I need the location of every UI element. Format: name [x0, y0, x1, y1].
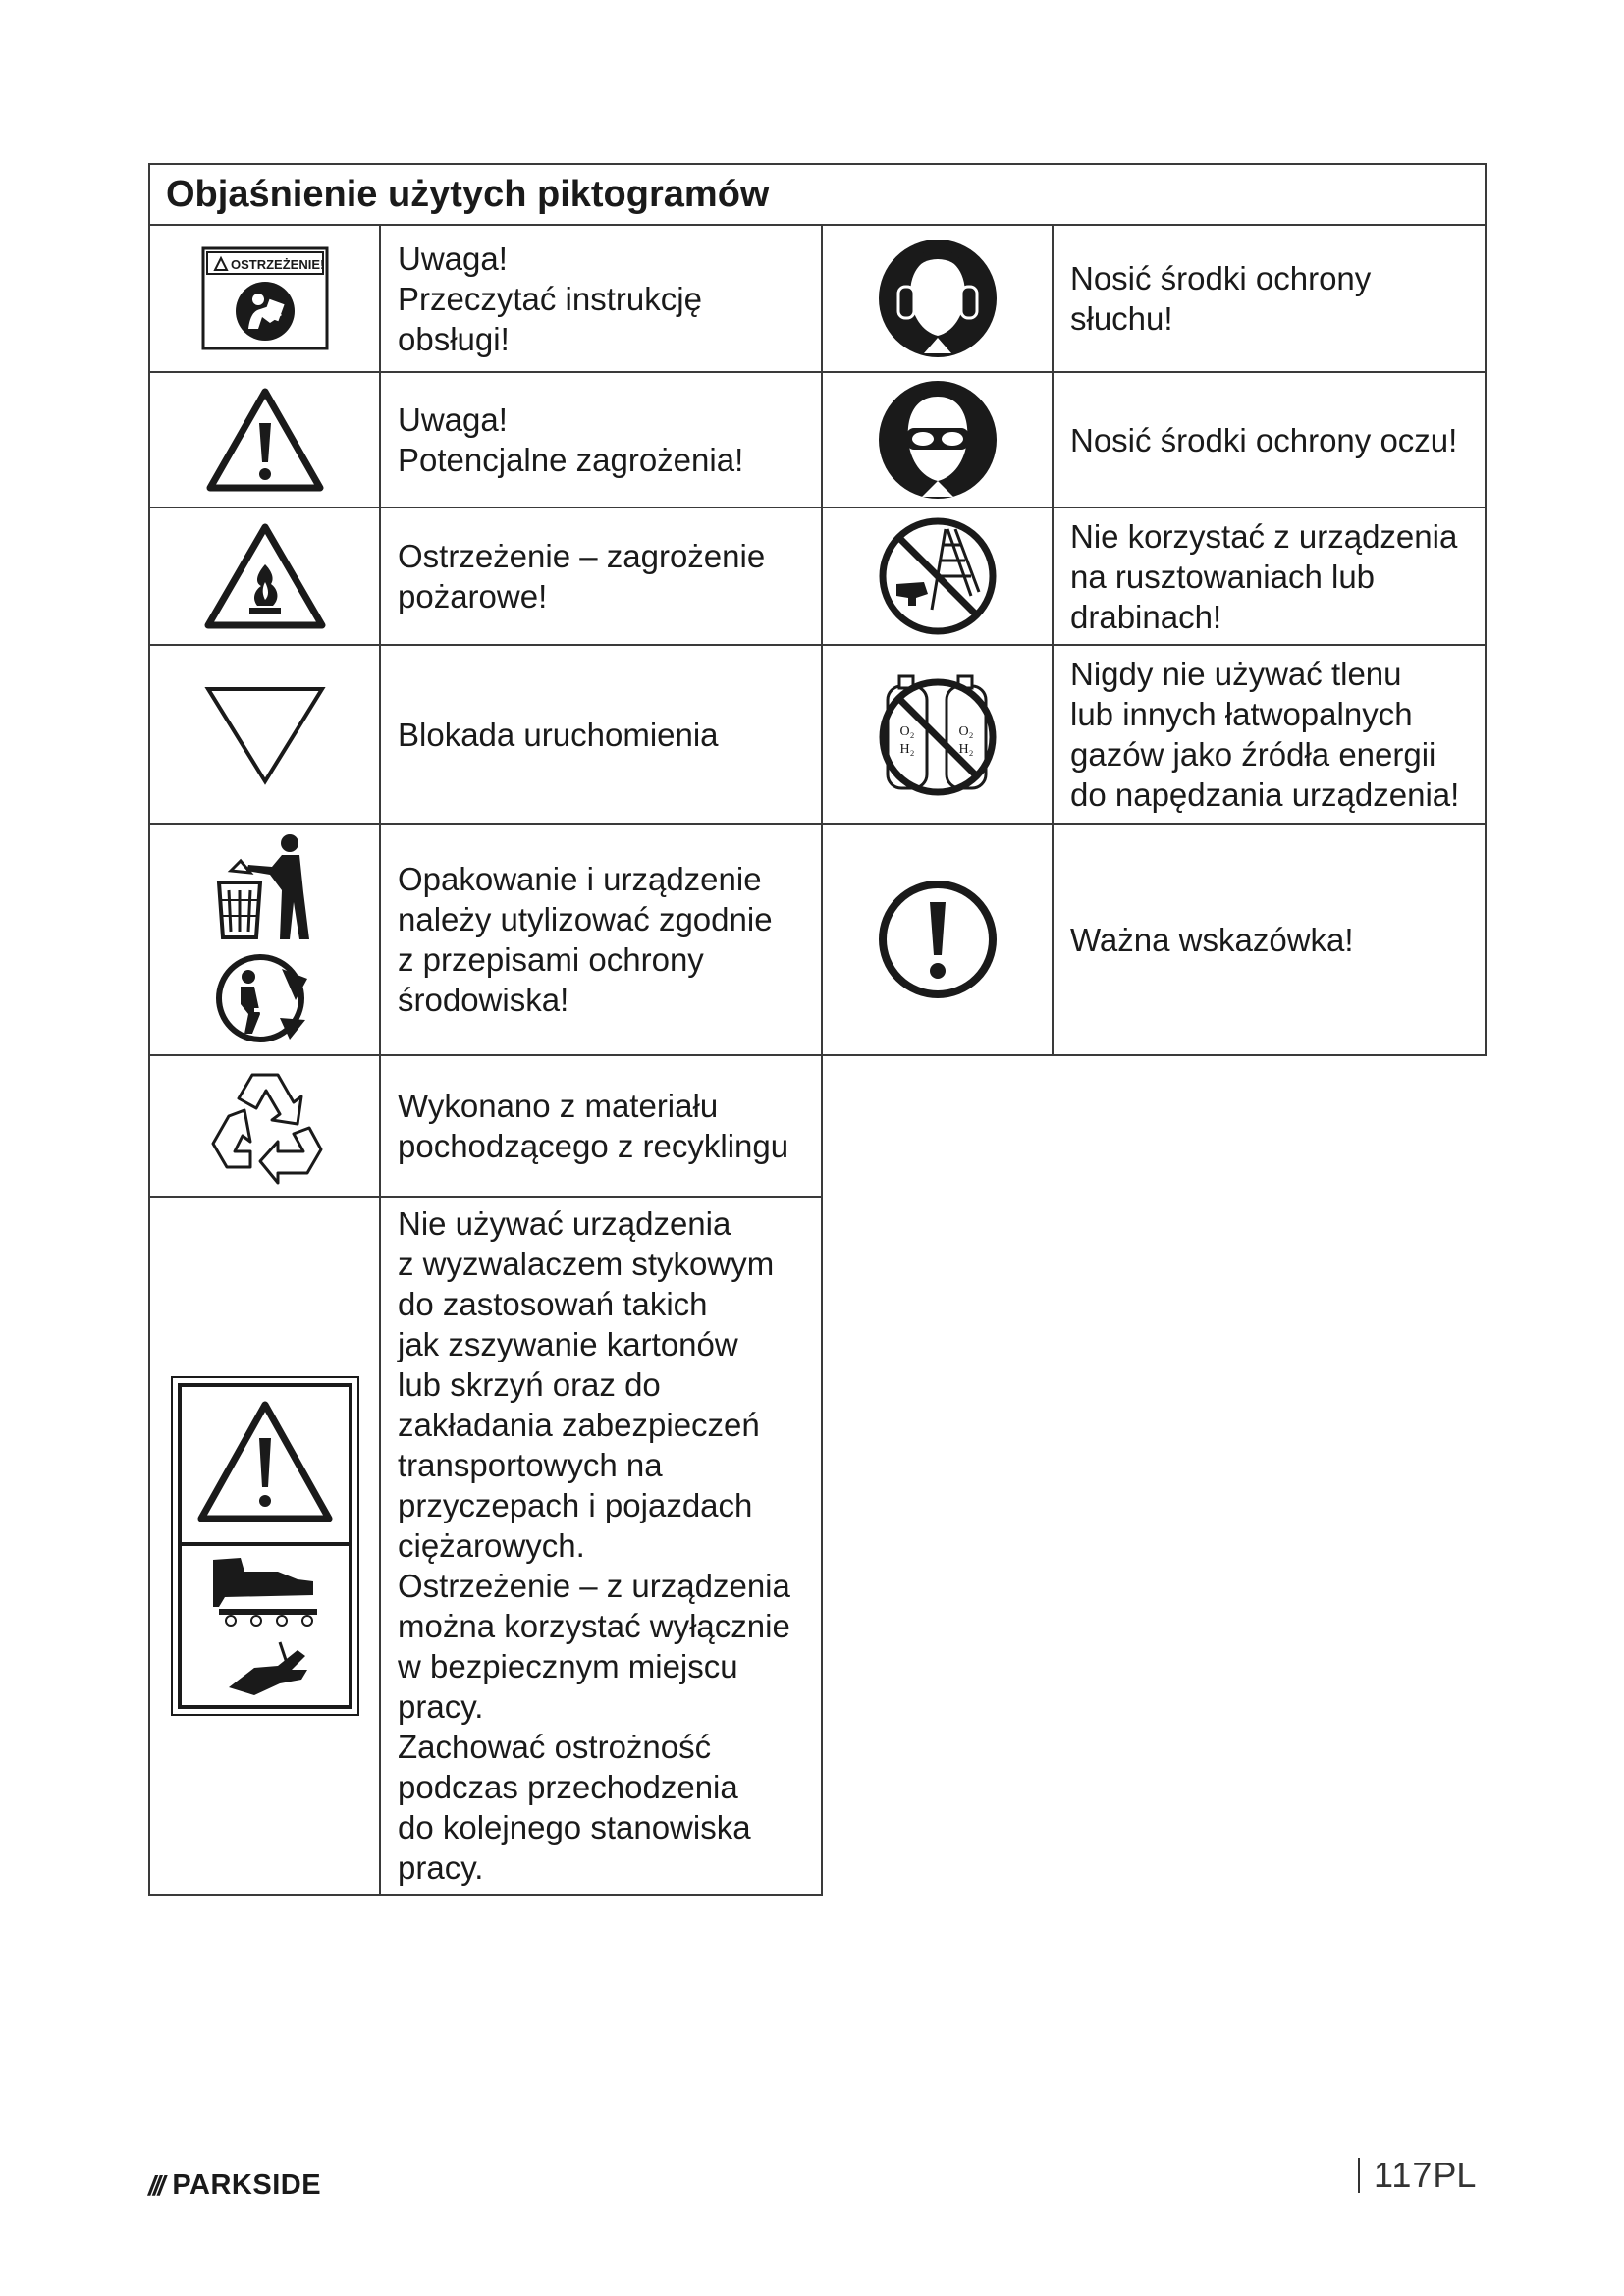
text-cell-fire [379, 507, 823, 646]
icon-cell-trigger-lock [148, 644, 381, 825]
pictogram-description: Nosić środki ochrony oczu! [1070, 421, 1458, 458]
pictogram-description: Wykonano z materiału pochodzącego z recyklingu [398, 1088, 789, 1164]
text-cell-important [1052, 823, 1487, 1056]
icon-cell-no-gas [821, 644, 1054, 825]
pictogram-description: Ważna wskazówka! [1070, 921, 1354, 958]
read-manual-label: OSTRZEŻENIE! [230, 257, 324, 272]
section-title: Objaśnienie użytych piktogramów [166, 173, 770, 215]
fire-hazard-icon [202, 521, 328, 631]
pictogram-description: Nie używać urządzenia z wyzwalaczem stykowym do zastosowań takich jak zszywanie kartonów lub skrzyń oraz do zakładania zabezpieczeń transportowych na przyczepach i pojazdach ciężarowych. Ostrzeżenie – z urządzenia można korzystać wyłącznie w bezpiecznym miejscu pracy. Zachować ostrożność podczas przechodzenia do kolejnego stanowiska pracy. [398, 1205, 790, 1886]
read-manual-warning-icon [201, 246, 329, 350]
text-cell-recycled [379, 1054, 823, 1198]
important-note-icon [877, 879, 999, 1000]
gas-label-left-h2: H₂ [899, 742, 914, 757]
brand-name: PARKSIDE [172, 2169, 322, 2201]
icon-cell-fire [148, 507, 381, 646]
pictogram-description: Opakowanie i urządzenie należy utylizować zgodnie z przepisami ochrony środowiska! [398, 861, 773, 1018]
brand-slashes: /// [148, 2169, 163, 2201]
no-oxygen-gas-icon [874, 670, 1001, 798]
language-code [1433, 2155, 1476, 2196]
pictogram-description: Nosić środki ochrony słuchu! [1070, 260, 1372, 337]
page-number: 117 [1374, 2155, 1434, 2195]
gas-label-right-h2: H₂ [958, 742, 973, 757]
pictogram-table [148, 163, 1487, 1896]
icon-cell-dispose [148, 823, 381, 1056]
icon-cell-ear-protection [821, 224, 1054, 373]
no-ladder-scaffold-icon [877, 515, 999, 637]
icon-cell-warning [148, 371, 381, 508]
trigger-lock-icon [202, 683, 328, 785]
brand-logo [148, 2169, 321, 2202]
text-cell-read-manual [379, 224, 823, 373]
gas-label-right-o2: O₂ [958, 724, 973, 739]
table-title-cell [148, 163, 1487, 226]
text-cell-contact-trip [379, 1196, 823, 1896]
eye-protection-icon [877, 379, 999, 501]
text-cell-trigger-lock [379, 644, 823, 825]
text-cell-no-gas [1052, 644, 1487, 825]
text-cell-no-ladder [1052, 507, 1487, 646]
pictogram-description: Ostrzeżenie – zagrożenie pożarowe! [398, 538, 766, 614]
page-divider [1358, 2158, 1360, 2193]
text-cell-ear-protection [1052, 224, 1487, 373]
language-label: PL [1433, 2155, 1477, 2195]
dispose-recycle-icon [211, 831, 319, 1047]
ear-protection-icon [877, 238, 999, 359]
pictogram-description: Nigdy nie używać tlenu lub innych łatwopalnych gazów jako źródła energii do napędzania urządzenia! [1070, 656, 1460, 813]
icon-cell-recycled [148, 1054, 381, 1198]
text-cell-eye-protection [1052, 371, 1487, 508]
recycling-symbol-icon [199, 1065, 331, 1187]
pictogram-description: Uwaga! Potencjalne zagrożenia! [398, 401, 744, 478]
page-number-block [1358, 2155, 1476, 2196]
icon-cell-no-ladder [821, 507, 1054, 646]
gas-label-left-o2: O₂ [899, 724, 914, 739]
icon-cell-important [821, 823, 1054, 1056]
text-cell-dispose [379, 823, 823, 1056]
warning-triangle-icon [204, 386, 326, 494]
icon-cell-read-manual [148, 224, 381, 373]
pictogram-description: Nie korzystać z urządzenia na rusztowaniach lub drabinach! [1070, 517, 1458, 635]
icon-cell-contact-trip [148, 1196, 381, 1896]
text-cell-warning [379, 371, 823, 508]
contact-trip-warning-icon [170, 1375, 360, 1717]
icon-cell-eye-protection [821, 371, 1054, 508]
pictogram-description: Uwaga! Przeczytać instrukcję obsługi! [398, 240, 702, 357]
pictogram-description: Blokada uruchomienia [398, 716, 719, 753]
